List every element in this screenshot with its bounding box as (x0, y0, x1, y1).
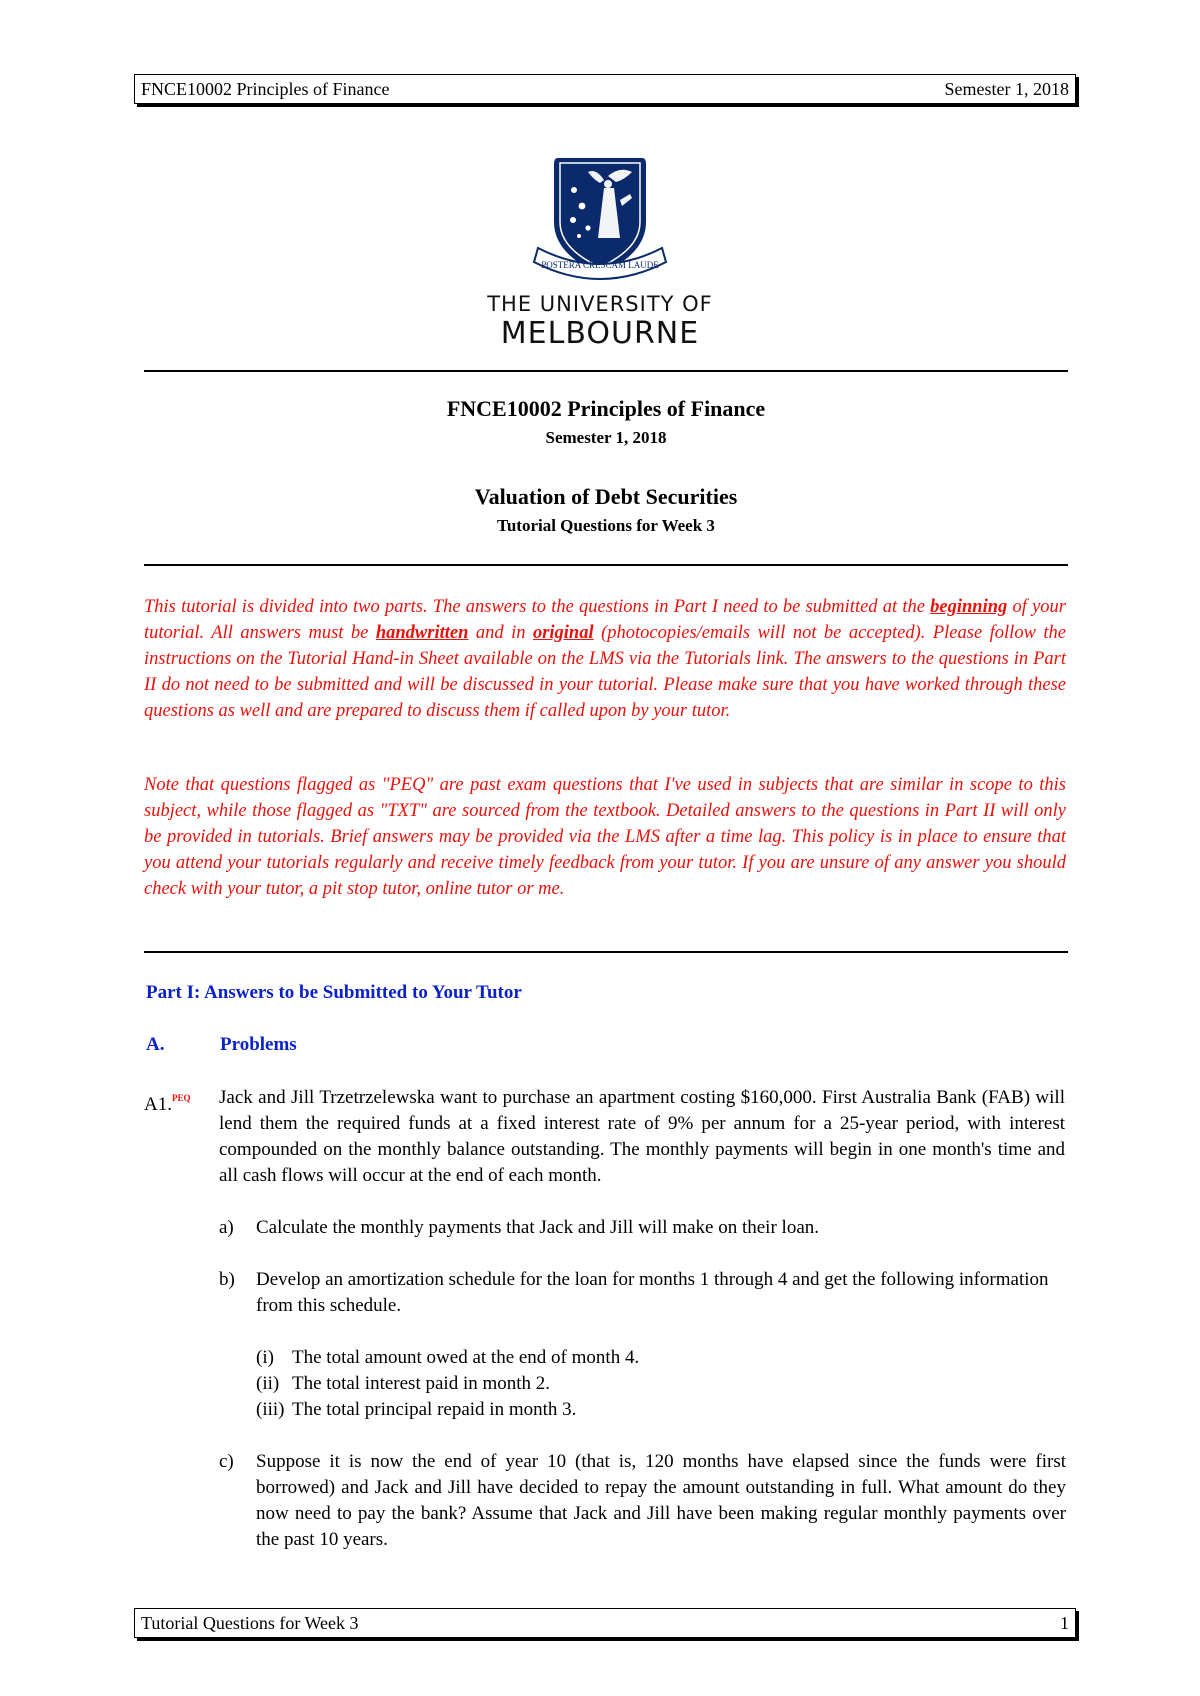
list-item: (iii) The total principal repaid in month 3. (256, 1399, 577, 1420)
part-b-text: Develop an amortization schedule for the loan for months 1 through 4 and get the following information from this schedule. (256, 1269, 1049, 1316)
divider-bottom (144, 951, 1068, 953)
instructions-paragraph-1: This tutorial is divided into two parts. The answers to the questions in Part I need to be submitted at the beginning of your tutorial. All answers must be handwritten and in original (photocopies/emails will not be accepted). Please follow the instructions on the Tutorial Hand-in Sheet available on the LMS via the Tutorials link. The answers to the questions in Part II do not need to be submitted and will be discussed in your tutorial. Please make sure that you have worked through these questions as well and are prepared to discuss them if called upon by your tutor. (144, 597, 1066, 721)
part-a-label: a) (219, 1217, 234, 1238)
week-subtitle: Tutorial Questions for Week 3 (497, 516, 715, 535)
part1-heading: Part I: Answers to be Submitted to Your Tutor (146, 982, 522, 1003)
crest-motto: POSTERA CRESCAM LAUDE (541, 260, 659, 270)
question-label: A1.$^{PEQ}$ (144, 1093, 191, 1115)
crest-icon (480, 150, 720, 285)
section-label: A. (146, 1034, 165, 1055)
wordmark-line1: THE UNIVERSITY OF (487, 292, 713, 316)
page-footer (134, 1608, 1076, 1638)
page-header (134, 74, 1076, 104)
question-text: Jack and Jill Trzetrzelewska want to purchase an apartment costing $160,000. First Australia Bank (FAB) will lend them the required funds at a fixed interest rate of 9% per annum for a 25-year period, with interest compounded on the monthly balance outstanding. The monthly payments will begin in one month's time and all cash flows will occur at the end of each month. (219, 1087, 1065, 1186)
footer-title: Tutorial Questions for Week 3 (141, 1613, 359, 1633)
topic-title: Valuation of Debt Securities (474, 484, 738, 509)
part-b-label: b) (219, 1269, 235, 1290)
wordmark-line2: MELBOURNE (500, 316, 700, 351)
emphasis-handwritten: handwritten (375, 623, 469, 643)
peq-flag: PEQ (171, 1093, 191, 1103)
list-item: (i) The total amount owed at the end of month 4. (256, 1347, 640, 1368)
header-course: FNCE10002 Principles of Finance (141, 79, 390, 99)
semester-title: Semester 1, 2018 (545, 428, 667, 447)
divider-mid (144, 564, 1068, 566)
divider-top (144, 370, 1068, 372)
emphasis-original: original (532, 623, 594, 643)
part-a-text: Calculate the monthly payments that Jack and Jill will make on their loan. (256, 1217, 820, 1238)
part-c-text: Suppose it is now the end of year 10 (that is, 120 months have elapsed since the funds were first borrowed) and Jack and Jill have decided to repay the amount outstanding in full. What amount do they now need to pay the bank? Assume that Jack and Jill have been making regular monthly payments over the past 10 years. (256, 1451, 1066, 1550)
header-semester: Semester 1, 2018 (944, 79, 1069, 99)
emphasis-beginning: beginning (930, 597, 1008, 617)
page-number: 1 (1060, 1613, 1069, 1633)
list-item: (ii) The total interest paid in month 2. (256, 1373, 551, 1394)
course-title: FNCE10002 Principles of Finance (446, 396, 766, 421)
instructions-paragraph-2: Note that questions flagged as "PEQ" are past exam questions that I've used in subjects that are similar in scope to this subject, while those flagged as "TXT" are sourced from the textbook. Detailed answers to the questions in Part II will only be provided in tutorials. Brief answers may be provided via the LMS after a time lag. This policy is in place to ensure that you attend your tutorials regularly and receive timely feedback from your tutor. If you are unsure of any answer you should check with your tutor, a pit stop tutor, online tutor or me. (144, 775, 1066, 899)
section-title: Problems (220, 1034, 297, 1055)
university-logo (480, 150, 720, 350)
part-c-label: c) (219, 1451, 234, 1472)
